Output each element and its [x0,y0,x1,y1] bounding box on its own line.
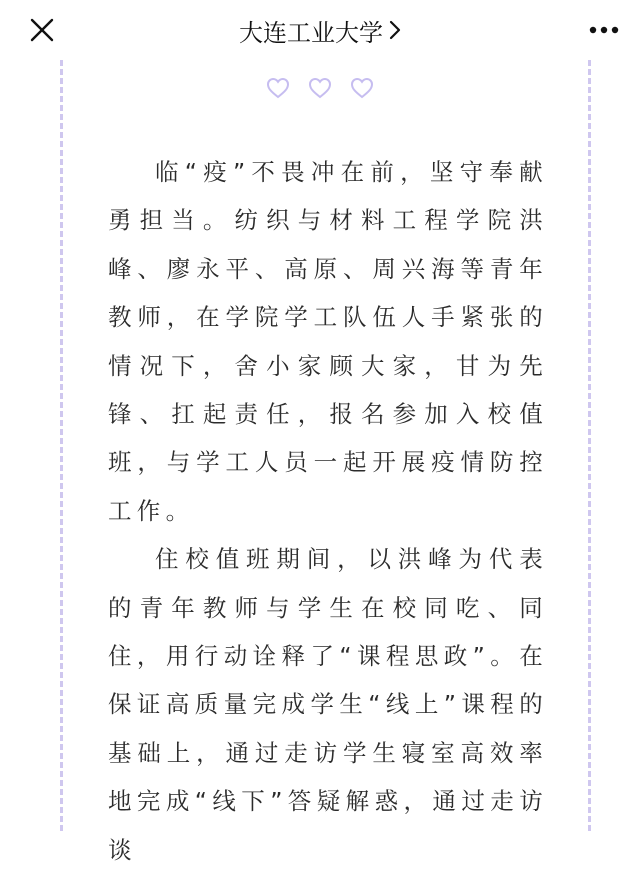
paragraph: 临“疫”不畏冲在前，坚守奉献勇担当。纺织与材料工程学院洪峰、廖永平、高原、周兴海等青年教师，在学院学工队伍人手紧张的情况下，舍小家顾大家，甘为先锋、扛起责任，报名参加入校值班，与学工人员一起开展疫情防控工作。 [108,158,548,525]
paragraph: 住校值班期间，以洪峰为代表的青年教师与学生在校同吃、同住，用行动诠释了“课程思政”。在保证高质量完成学生“线上”课程的基础上，通过走访学生寝室高效率地完成“线下”答疑解惑，通过走访谈 [108,545,548,864]
article-content[interactable] [0,60,640,864]
heart-outline-icon [348,74,376,102]
heart-outline-icon [306,74,334,102]
close-button[interactable] [18,12,66,48]
account-name-link[interactable] [239,13,401,48]
heart-decoration [0,74,640,102]
header-title-container [0,0,640,60]
page-title: 大连工业大学 [239,18,383,47]
article-body [108,148,548,874]
dashed-border-right [588,60,591,831]
dashed-border-left [60,60,63,831]
more-options-button[interactable] [578,12,630,48]
heart-outline-icon [264,74,292,102]
top-navigation-bar [0,0,640,61]
close-icon [30,18,54,42]
more-icon [589,26,619,34]
chevron-right-icon [389,20,401,40]
